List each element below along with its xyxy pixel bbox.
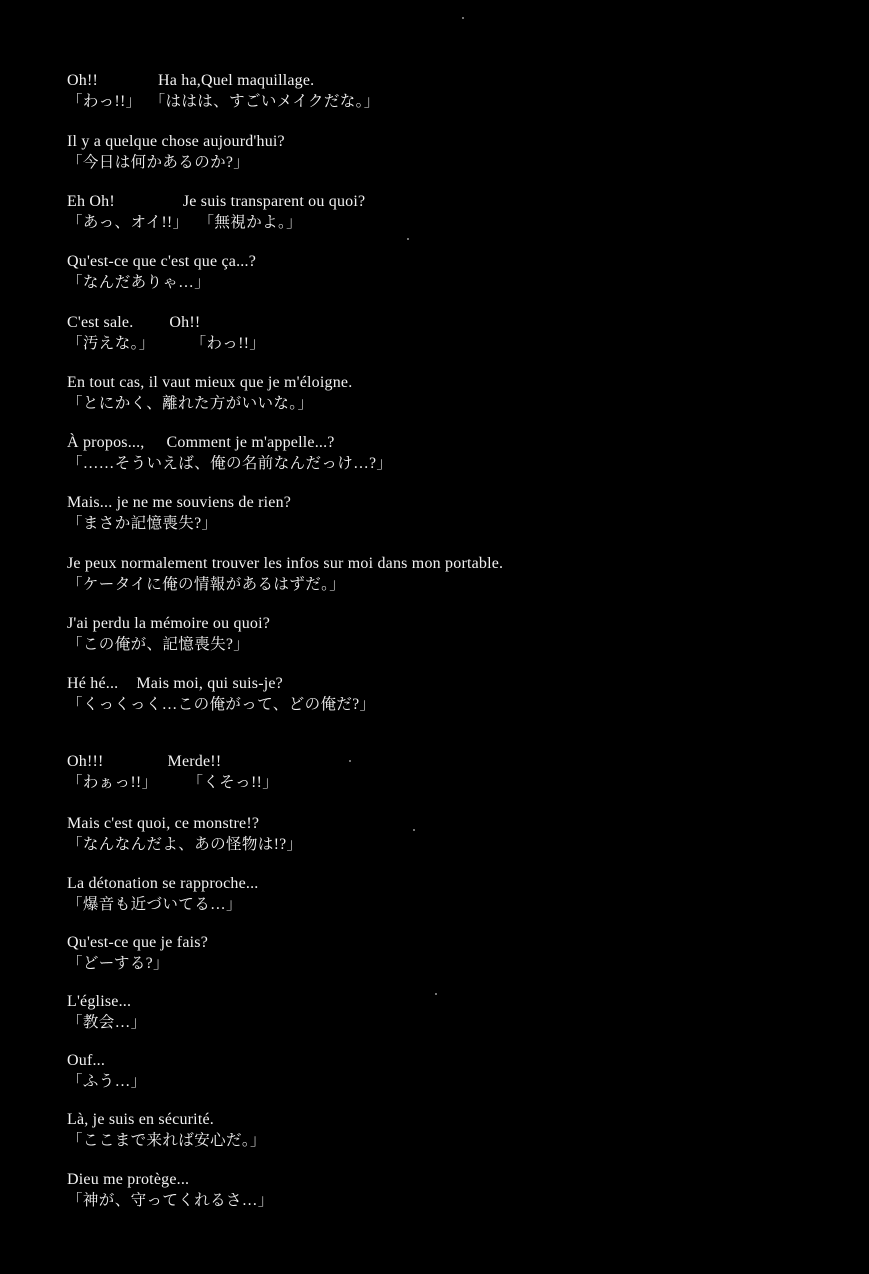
japanese-line [67, 772, 847, 793]
japanese-line: 「とにかく、離れた方がいいな。」 [67, 395, 314, 412]
french-text: Oh!! [169, 314, 201, 331]
french-line [67, 432, 847, 453]
dialogue-block [67, 613, 847, 655]
french-line: La détonation se rapproche... [67, 875, 259, 892]
french-line [67, 70, 847, 91]
french-text: Oh!! [67, 72, 99, 89]
dialogue-block [67, 372, 847, 414]
japanese-line: 「この俺が、記憶喪失?」 [67, 636, 250, 653]
scan-speck [407, 238, 409, 240]
french-line: En tout cas, il vaut mieux que je m'éloigne. [67, 374, 353, 391]
dialogue-block [67, 131, 847, 173]
french-line: Qu'est-ce que c'est que ça...? [67, 253, 257, 270]
dialogue-block [67, 312, 847, 354]
dialogue-block [67, 492, 847, 534]
japanese-text: 「わっ!!」 [190, 335, 266, 352]
french-line: Je peux normalement trouver les infos sur moi dans mon portable. [67, 555, 504, 572]
dialogue-block [67, 553, 847, 595]
french-line: J'ai perdu la mémoire ou quoi? [67, 615, 271, 632]
dialogue-block [67, 1169, 847, 1211]
japanese-line: 「爆音も近づいてる…」 [67, 896, 242, 913]
japanese-line: 「なんなんだよ、あの怪物は!?」 [67, 836, 303, 853]
japanese-line: 「まさか記憶喪失?」 [67, 515, 218, 532]
japanese-text: 「わっ!!」 [67, 93, 142, 110]
dialogue-block [67, 991, 847, 1033]
dialogue-block [67, 191, 847, 233]
japanese-line [67, 333, 847, 354]
japanese-line: 「ふう…」 [67, 1073, 147, 1090]
french-line: Ouf... [67, 1052, 106, 1069]
french-line: Qu'est-ce que je fais? [67, 934, 208, 951]
french-line: Là, je suis en sécurité. [67, 1111, 214, 1128]
french-text: Eh Oh! [67, 193, 115, 210]
french-text: Je suis transparent ou quoi? [182, 193, 366, 210]
japanese-line: 「今日は何かあるのか?」 [67, 154, 250, 171]
japanese-text: 「あっ、オイ!!」 [67, 214, 189, 231]
japanese-line: 「教会…」 [67, 1014, 147, 1031]
scan-speck [462, 17, 464, 19]
dialogue-block [67, 1109, 847, 1151]
japanese-line: 「どーする?」 [67, 955, 169, 972]
french-text: Oh!!! [67, 753, 104, 770]
japanese-text: 「無視かよ。」 [198, 214, 303, 231]
french-text: Comment je m'appelle...? [166, 434, 335, 451]
scan-speck [435, 993, 437, 995]
french-line: Mais... je ne me souviens de rien? [67, 494, 292, 511]
dialogue-block [67, 932, 847, 974]
french-line: Dieu me protège... [67, 1171, 190, 1188]
dialogue-block [67, 251, 847, 293]
french-text: C'est sale. [67, 314, 134, 331]
dialogue-block [67, 1050, 847, 1092]
dialogue-block [67, 432, 847, 474]
french-text: Hé hé... [67, 675, 119, 692]
french-line: L'église... [67, 993, 132, 1010]
french-line [67, 673, 847, 694]
japanese-line: 「くっくっく…この俺がって、どの俺だ?」 [67, 696, 376, 713]
japanese-line [67, 212, 847, 233]
french-line [67, 191, 847, 212]
french-text: Merde!! [167, 753, 222, 770]
japanese-line: 「ここまで来れば安心だ。」 [67, 1132, 266, 1149]
japanese-text: 「ははは、すごいメイクだな。」 [149, 93, 380, 110]
dialogue-block [67, 873, 847, 915]
french-line [67, 312, 847, 333]
japanese-text: 「わぁっ!!」 [67, 774, 158, 791]
french-text: Mais moi, qui suis-je? [136, 675, 283, 692]
japanese-line: 「なんだありゃ…」 [67, 274, 211, 291]
japanese-text: 「くそっ!!」 [187, 774, 279, 791]
japanese-line: 「……そういえば、俺の名前なんだっけ…?」 [67, 455, 393, 472]
japanese-line: 「神が、守ってくれるさ…」 [67, 1192, 274, 1209]
japanese-line: 「ケータイに俺の情報があるはずだ。」 [67, 576, 346, 593]
scan-speck [349, 760, 351, 762]
japanese-line [67, 91, 847, 112]
dialogue-block [67, 70, 847, 112]
dialogue-block [67, 751, 847, 793]
dialogue-block [67, 673, 847, 715]
french-line [67, 751, 847, 772]
french-line: Mais c'est quoi, ce monstre!? [67, 815, 260, 832]
french-text: Ha ha,Quel maquillage. [158, 72, 315, 89]
japanese-text: 「汚えな。」 [67, 335, 155, 352]
dialogue-block [67, 813, 847, 855]
french-text: À propos..., [67, 434, 145, 451]
french-line: Il y a quelque chose aujourd'hui? [67, 133, 285, 150]
scan-speck [413, 829, 415, 831]
